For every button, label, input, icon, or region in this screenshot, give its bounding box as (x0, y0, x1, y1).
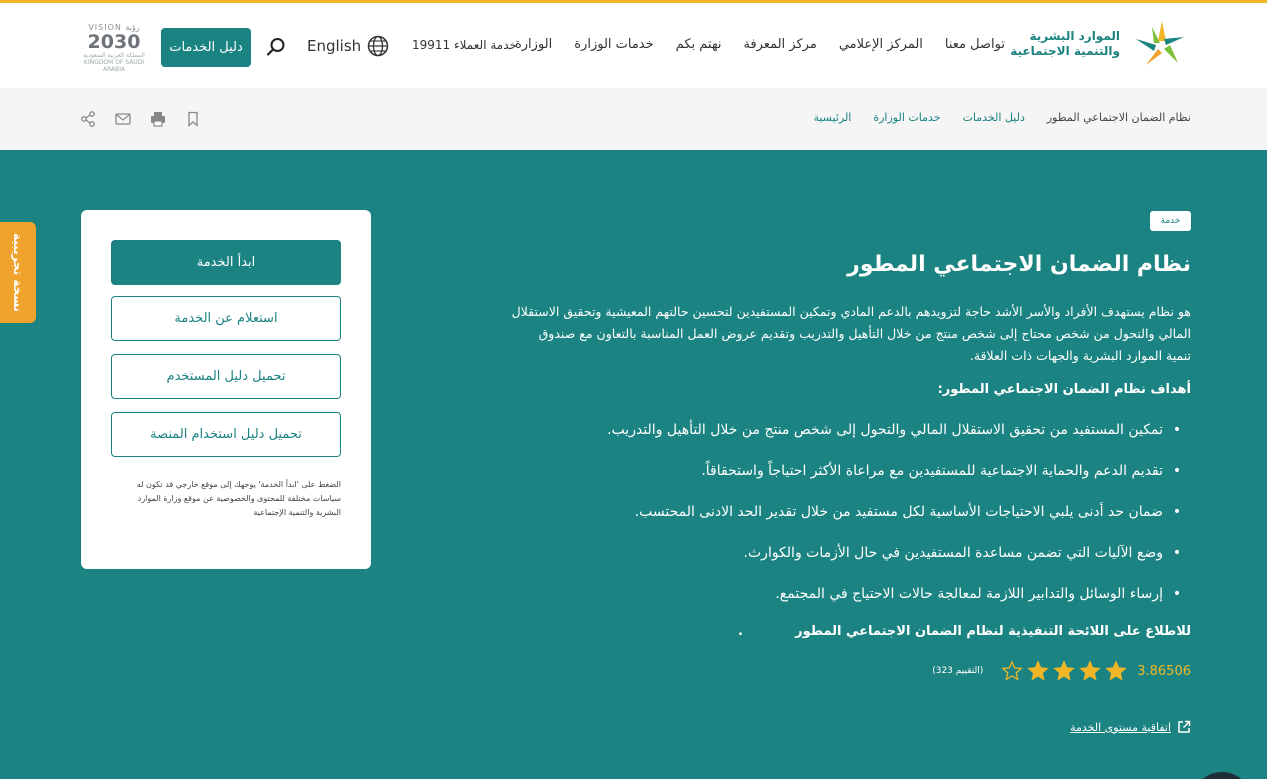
breadcrumb (813, 111, 1191, 124)
page-title: نظام الضمان الاجتماعي المطور (847, 252, 1191, 277)
vision-2030-logo[interactable] (80, 23, 148, 71)
logo-text (1010, 29, 1120, 59)
service-rating (932, 660, 1191, 682)
nav-knowledge-center[interactable]: مركز المعرفة (743, 37, 817, 52)
external-link-icon (1177, 720, 1191, 734)
share-icon (80, 111, 96, 127)
service-description: هو نظام يستهدف الأفراد والأسر الأشد حاجة لتزويدهم بالدعم المادي وتمكين المستفيدين لتحسين حالتهم المعيشية وتحقيق الاستقلال المالي والتحول من شخص محتاج إلى شخص منتج من خلال التأهيل والتدريب وتقديم عروض العمل المناسبة بالتعاون مع صندوق تنمية الموارد البشرية والجهات ذات العلاقة. (511, 304, 1191, 363)
search-icon (266, 37, 286, 57)
regulation-link-dot: . (738, 624, 743, 639)
trial-version-tab[interactable] (0, 222, 36, 323)
rating-score: 3.86506 (1137, 663, 1191, 679)
nav-contact[interactable]: تواصل معنا (944, 37, 1005, 52)
service-actions-card (81, 210, 371, 569)
rating-stars[interactable] (1001, 660, 1127, 682)
executive-regulation-link[interactable]: للاطلاع على اللائحة التنفيذية لنظام الضمان الاجتماعي المطور (795, 624, 1191, 639)
mail-icon (115, 111, 131, 127)
sla-label: اتفاقية مستوى الخدمة (1070, 720, 1171, 734)
chat-widget-button[interactable] (1192, 772, 1252, 779)
email-button[interactable] (115, 111, 131, 127)
start-service-button[interactable]: ابدأ الخدمة (111, 240, 341, 285)
star-icon[interactable] (1053, 660, 1075, 682)
download-user-guide-button[interactable]: تحميل دليل المستخدم (111, 354, 341, 399)
star-icon[interactable] (1105, 660, 1127, 682)
external-site-note: الضغط على 'ابدأ الخدمة' يوجهك إلى موقع خارجي قد تكون له سياسات مختلفة للمحتوى والخصوصية عن موقع وزارة الموارد البشرية والتنمية الإجتماعية (136, 480, 341, 517)
nav-media-center[interactable]: المركز الإعلامي (838, 37, 923, 52)
search-button[interactable] (266, 37, 286, 61)
rating-count: (التقييم 323) (932, 666, 984, 676)
star-icon[interactable] (1079, 660, 1101, 682)
print-button[interactable] (150, 111, 166, 127)
services-guide-button[interactable]: دليل الخدمات (161, 28, 251, 67)
breadcrumb-guide[interactable]: دليل الخدمات (962, 111, 1025, 124)
goals-list (511, 415, 1191, 620)
bookmark-button[interactable] (185, 111, 201, 127)
breadcrumb-home[interactable]: الرئيسية (813, 111, 852, 124)
goals-heading: أهداف نظام الضمان الاجتماعي المطور: (937, 382, 1191, 397)
breadcrumb-current: نظام الضمان الاجتماعي المطور (1046, 111, 1191, 124)
trial-version-label: نسخة تجريبية (11, 232, 25, 313)
site-header (0, 3, 1267, 88)
list-item: • إرساء الوسائل والتدابير اللازمة لمعالجة حالات الاحتياج في المجتمع. (511, 579, 1191, 620)
list-item: • ضمان حد أدنى يلبي الاحتياجات الأساسية لكل مستفيد من خلال تقدير الحد الادنى المحتسب. (511, 497, 1191, 538)
language-label: English (307, 37, 362, 55)
vision-top-text: VISION رؤية (88, 23, 140, 32)
inquiry-button[interactable]: استعلام عن الخدمة (111, 296, 341, 341)
bookmark-icon (185, 111, 201, 127)
logo-line-2: والتنمية الاجتماعية (1010, 44, 1120, 58)
language-switch[interactable] (307, 35, 389, 57)
vision-bottom-text: المملكة العربية السعودية KINGDOM OF SAUDI ARABIA (83, 52, 145, 73)
service-tag: خدمة (1150, 211, 1191, 231)
nav-services[interactable]: خدمات الوزارة (574, 37, 654, 52)
vision-year: 2030 (87, 31, 141, 53)
download-platform-guide-button[interactable]: تحميل دليل استخدام المنصة (111, 412, 341, 457)
globe-icon (367, 35, 389, 57)
sla-link[interactable] (1070, 720, 1191, 734)
breadcrumb-bar (0, 88, 1267, 150)
logo-line-1: الموارد البشرية (1029, 29, 1120, 43)
page-tools (80, 111, 201, 127)
share-button[interactable] (80, 111, 96, 127)
list-item: • تمكين المستفيد من تحقيق الاستقلال المالي والتحول إلى شخص منتج من خلال التأهيل والتدريب. (511, 415, 1191, 456)
star-icon[interactable] (1001, 660, 1023, 682)
ministry-emblem-icon (1128, 17, 1192, 73)
list-item: • وضع الآليات التي تضمن مساعدة المستفيدين في حال الأزمات والكوارث. (511, 538, 1191, 579)
main-nav (515, 37, 1005, 52)
customer-service-hotline[interactable]: خدمة العملاء 19911 (412, 38, 517, 52)
nav-we-care[interactable]: نهتم بكم (675, 37, 722, 52)
ministry-logo[interactable] (1010, 17, 1192, 73)
print-icon (150, 111, 166, 127)
star-icon[interactable] (1027, 660, 1049, 682)
breadcrumb-services[interactable]: خدمات الوزارة (873, 111, 941, 124)
list-item: • تقديم الدعم والحماية الاجتماعية للمستفيدين مع مراعاة الأكثر احتياجاً واستحقاقاً. (511, 456, 1191, 497)
nav-ministry[interactable]: الوزارة (514, 37, 553, 52)
